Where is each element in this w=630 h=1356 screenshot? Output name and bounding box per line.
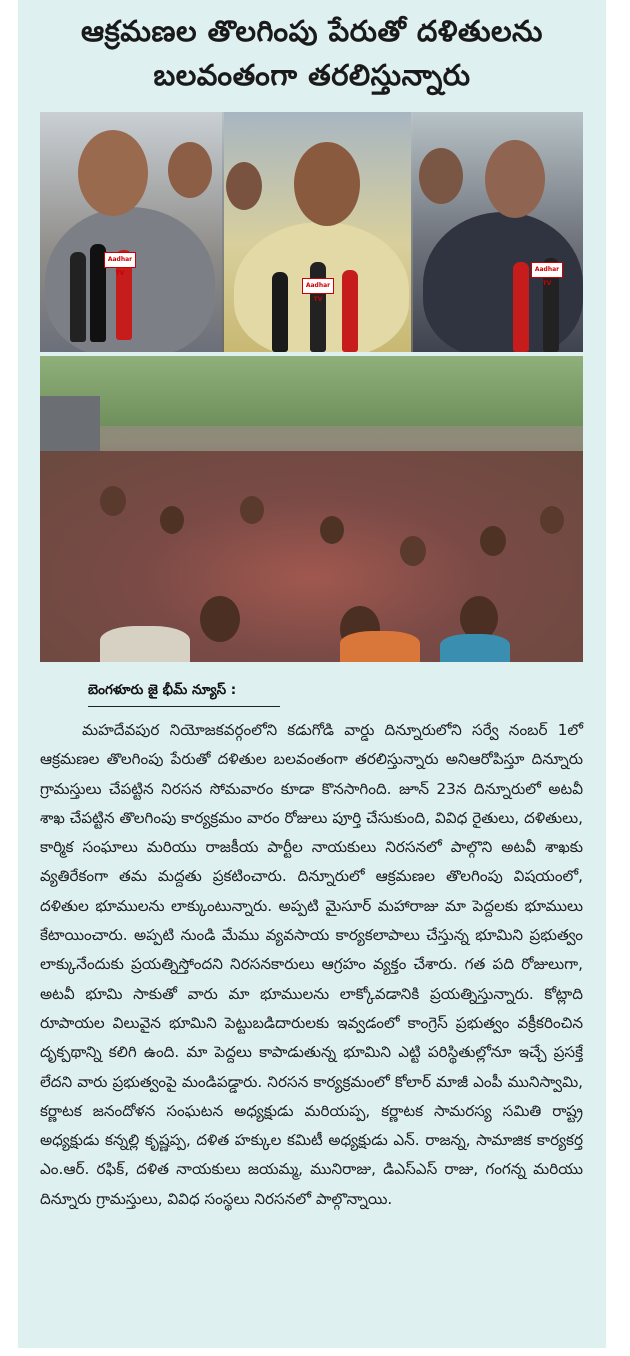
person-head: [320, 516, 344, 544]
article-paragraph: మహదేవపుర నియోజకవర్గంలోని కడుగోడి వార్డు దిన్నూరులోని సర్వే నంబర్ 1లో ఆక్రమణల తొలగింపు పేరుతో దళితుల బలవంతంగా తరలిస్తున్నారు అనిఆరోపిస్తూ దిన్నూరు గ్రామస్తులు చేపట్టిన నిరసన సోమవారం కూడా కొనసాగింది. జూన్ 23న దిన్నూరులో అటవీ శాఖ చేపట్టిన తొలగింపు కార్యక్రమం వారం రోజులు పూర్తి చేసుకుంది, వివిధ రైతులు, దళితులు, కార్మిక సంఘాలు మరియు రాజకీయ పార్టీల నాయకులు నిరసనలో పాల్గొని అటవీ శాఖకు వ్యతిరేకంగా తమ మద్దతు ప్రకటించారు. దిన్నూరులో ఆక్రమణల తొలగింపు విషయంలో, దళితుల భూములను లాక్కుంటున్నారు. అప్పటి మైసూర్ మహారాజు మా పెద్దలకు భూములు కేటాయించారు. అప్పటి నుండి మేము వ్యవసాయ కార్యకలాపాలు చేస్తున్న భూమిని ప్రభుత్వం లాక్కునేందుకు ప్రయత్నిస్తోందని నిరసనకారులు ఆగ్రహం వ్యక్తం చేశారు. గత పది రోజులుగా, అటవీ భూమి సాకుతో వారు మా భూములను లాక్కోవడానికి ప్రయత్నిస్తున్నారు. కోట్లాది రూపాయల విలువైన భూమిని పెట్టుబడిదారులకు ఇవ్వడంలో కాంగ్రెస్ ప్రభుత్వం వక్రీకరించిన దృక్పథాన్ని కలిగి ఉంది. మా పెద్దలు కాపాడుతున్న భూమిని ఎట్టి పరిస్థితుల్లోనూ ఇచ్చే ప్రసక్తే లేదని వారు ప్రభుత్వంపై మండిపడ్డారు. నిరసన కార్యక్రమంలో కోలార్ మాజీ ఎంపీ మునిస్వామి, కర్ణాటక జనందోళన సంఘటన అధ్యక్షుడు మరియప్ప, కర్ణాటక సామరస్య సమితి రాష్ట్ర అధ్యక్షుడు కన్నల్లి కృష్ణప్ప, దళిత హక్కుల కమిటీ అధ్యక్షుడు ఎన్. రాజన్న, సామాజిక కార్యకర్త ఎం.ఆర్. రఫిక్, దళిత నాయకులు జయమ్మ, మునిరాజు, డిఎస్ఎస్ రాజు, గంగన్న మరియు దిన్నూరు గ్రామస్తులు, వివిధ సంస్థలు నిరసనలో పాల్గొన్నాయి.: [40, 721, 583, 1208]
microphone-icon: [310, 262, 326, 352]
speaker-figure: [423, 212, 583, 352]
photo-pane-speaker-right: [413, 112, 583, 352]
speaker-head: [294, 142, 360, 226]
byline: బెంగళూరు జై భీమ్ న్యూస్ :: [88, 682, 237, 698]
person-head: [240, 496, 264, 524]
panel-bottom-edge: [18, 1344, 606, 1348]
photo-pane-speaker-left: [40, 112, 222, 352]
person-head: [100, 486, 126, 516]
person-head: [480, 526, 506, 556]
microphone-icon: [70, 252, 86, 342]
white-shirt: [100, 626, 190, 662]
person-head: [200, 596, 240, 642]
microphone-icon: [272, 272, 288, 352]
person-head: [540, 506, 564, 534]
mic-flag: Aadhar TV: [302, 278, 334, 294]
byline-underline: [88, 706, 280, 707]
microphone-icon: [342, 270, 358, 352]
protest-crowd-photo: [40, 356, 583, 662]
bystander-head: [419, 148, 463, 204]
speaker-head: [78, 130, 148, 216]
headline-line-1: ఆక్రమణల తొలగింపు పేరుతో దళితులను: [81, 14, 543, 48]
press-conference-photo: [40, 112, 583, 352]
mic-flag: Aadhar TV: [104, 252, 136, 268]
person-head: [400, 536, 426, 566]
bystander-head: [226, 162, 262, 210]
bystander-head: [168, 142, 212, 198]
blue-saree: [440, 634, 510, 662]
speaker-head: [485, 140, 545, 218]
tree-canopy: [40, 356, 583, 426]
photo-pane-speaker-center: [224, 112, 411, 352]
person-head: [160, 506, 184, 534]
microphone-icon: [513, 262, 529, 352]
mic-flag: Aadhar TV: [531, 262, 563, 278]
article-body: [40, 716, 583, 1214]
headline-line-2: బలవంతంగా తరలిస్తున్నారు: [153, 58, 471, 92]
orange-saree: [340, 631, 420, 662]
